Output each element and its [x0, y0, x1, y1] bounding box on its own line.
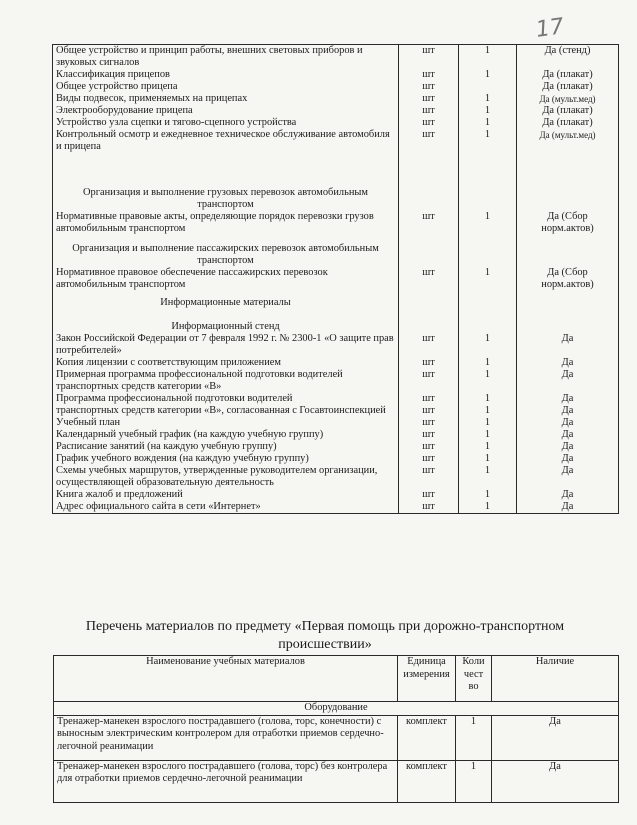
header-row	[54, 656, 619, 702]
row-qty: 1	[459, 429, 517, 441]
row-avail: Да (плакат)	[517, 117, 619, 129]
row-name: Тренажер-манекен взрослого пострадавшего (голова, торс, конечности) с выносным электрическим контролером для отработки приемов сердечно-легочной реанимации	[54, 715, 398, 760]
row-name: Нормативное правовое обеспечение пассажирских перевозок автомобильным транспортом	[53, 267, 399, 295]
row-unit: шт	[399, 405, 459, 417]
row-name: Календарный учебный график (на каждую учебную группу)	[53, 429, 399, 441]
row-qty: 1	[459, 501, 517, 514]
row-avail: Да	[517, 333, 619, 357]
heading-row	[53, 185, 619, 211]
table-row	[53, 405, 619, 417]
row-qty: 1	[456, 760, 492, 802]
info-heading: Информационные материалы	[53, 295, 399, 319]
empty-cell	[399, 241, 459, 267]
row-avail: Да	[517, 405, 619, 417]
row-name: Копия лицензии с соответствующим приложением	[53, 357, 399, 369]
table-row	[53, 117, 619, 129]
row-avail: Да (Сбор норм.актов)	[517, 211, 619, 241]
empty-cell	[459, 319, 517, 333]
empty-cell	[459, 295, 517, 319]
table-row	[53, 369, 619, 393]
table-row	[53, 267, 619, 295]
row-avail: Да	[517, 453, 619, 465]
row-unit: шт	[399, 429, 459, 441]
row-name: Контрольный осмотр и ежедневное техническое обслуживание автомобиля и прицепа	[53, 129, 399, 153]
cargo-heading: Организация и выполнение грузовых перевозок автомобильным транспортом	[53, 185, 399, 211]
row-unit: комплект	[398, 715, 456, 760]
row-name: Тренажер-манекен взрослого пострадавшего (голова, торс) без контролера для отработки приемов сердечно-легочной реанимации	[54, 760, 398, 802]
table-row	[53, 453, 619, 465]
row-name: Нормативные правовые акты, определяющие порядок перевозки грузов автомобильным транспортом	[53, 211, 399, 241]
table-row	[54, 715, 619, 760]
row-qty: 1	[459, 369, 517, 393]
row-avail: Да	[492, 715, 619, 760]
table-row	[53, 465, 619, 489]
row-avail: Да (Сбор норм.актов)	[517, 267, 619, 295]
row-unit: шт	[399, 211, 459, 241]
row-unit: шт	[399, 45, 459, 70]
row-name: Общее устройство и принцип работы, внешних световых приборов и звуковых сигналов	[53, 45, 399, 70]
empty-cell	[53, 153, 399, 185]
empty-cell	[399, 319, 459, 333]
row-name: Виды подвесок, применяемых на прицепах	[53, 93, 399, 105]
heading-row	[53, 295, 619, 319]
row-qty: 1	[459, 105, 517, 117]
row-avail: Да (мульт.мед)	[517, 129, 619, 153]
row-unit: шт	[399, 369, 459, 393]
row-avail: Да	[517, 501, 619, 514]
row-name: Классификация прицепов	[53, 69, 399, 81]
row-unit: шт	[399, 393, 459, 405]
table-row	[53, 501, 619, 514]
row-unit: шт	[399, 93, 459, 105]
empty-cell	[399, 153, 459, 185]
empty-cell	[517, 185, 619, 211]
passenger-heading: Организация и выполнение пассажирских перевозок автомобильным транспортом	[53, 241, 399, 267]
table-row	[53, 441, 619, 453]
row-unit: шт	[399, 501, 459, 514]
page-number: 17	[534, 14, 566, 43]
empty-cell	[399, 295, 459, 319]
row-name: Закон Российской Федерации от 7 февраля 1992 г. № 2300-1 «О защите прав потребителей»	[53, 333, 399, 357]
row-unit: шт	[399, 105, 459, 117]
table-row	[53, 417, 619, 429]
header-unit: Единица измерения	[398, 656, 456, 702]
row-qty: 1	[459, 333, 517, 357]
row-unit: шт	[399, 129, 459, 153]
empty-cell	[459, 241, 517, 267]
row-avail: Да	[517, 489, 619, 501]
table-row	[53, 429, 619, 441]
row-avail: Да (стенд)	[517, 45, 619, 70]
row-name: Адрес официального сайта в сети «Интернет»	[53, 501, 399, 514]
row-name: Устройство узла сцепки и тягово-сцепного устройства	[53, 117, 399, 129]
row-name: График учебного вождения (на каждую учебную группу)	[53, 453, 399, 465]
empty-cell	[399, 185, 459, 211]
table-row	[53, 93, 619, 105]
row-qty: 1	[459, 453, 517, 465]
row-qty: 1	[459, 405, 517, 417]
row-avail: Да (плакат)	[517, 105, 619, 117]
row-avail: Да	[517, 417, 619, 429]
header-qty: Коли чест во	[456, 656, 492, 702]
row-name: Учебный план	[53, 417, 399, 429]
row-qty: 1	[459, 93, 517, 105]
empty-cell	[517, 241, 619, 267]
equipment-table	[52, 44, 619, 514]
row-qty: 1	[459, 267, 517, 295]
row-name: Электрооборудование прицепа	[53, 105, 399, 117]
row-avail: Да	[517, 357, 619, 369]
table-row	[53, 211, 619, 241]
row-avail: Да	[517, 393, 619, 405]
row-unit: шт	[399, 441, 459, 453]
row-avail: Да	[517, 465, 619, 489]
row-qty: 1	[459, 357, 517, 369]
first-aid-table	[53, 655, 619, 803]
row-qty	[459, 81, 517, 93]
row-unit: шт	[399, 489, 459, 501]
subheading: Оборудование	[54, 702, 619, 716]
row-avail: Да	[492, 760, 619, 802]
row-qty: 1	[459, 489, 517, 501]
row-name: Примерная программа профессиональной подготовки водителей транспортных средств категории «В»	[53, 369, 399, 393]
row-avail: Да (плакат)	[517, 81, 619, 93]
row-avail: Да (плакат)	[517, 69, 619, 81]
row-qty: 1	[459, 441, 517, 453]
row-unit: шт	[399, 117, 459, 129]
row-unit: шт	[399, 69, 459, 81]
row-avail: Да	[517, 429, 619, 441]
stand-heading: Информационный стенд	[53, 319, 399, 333]
row-avail: Да	[517, 369, 619, 393]
table-row	[53, 45, 619, 70]
subheading-row	[54, 702, 619, 716]
row-avail: Да	[517, 441, 619, 453]
table-row	[53, 69, 619, 81]
table-row	[53, 81, 619, 93]
row-name: Схемы учебных маршрутов, утвержденные руководителем организации, осуществляющей образовательную деятельность	[53, 465, 399, 489]
table-row	[53, 105, 619, 117]
row-name: Книга жалоб и предложений	[53, 489, 399, 501]
empty-cell	[517, 153, 619, 185]
section-title: Перечень материалов по предмету «Первая помощь при дорожно-транспортном происшествии»	[85, 619, 565, 652]
empty-cell	[517, 295, 619, 319]
row-unit: шт	[399, 453, 459, 465]
table-row	[53, 393, 619, 405]
row-qty: 1	[459, 393, 517, 405]
table-row	[53, 357, 619, 369]
row-unit: шт	[399, 417, 459, 429]
row-unit: шт	[399, 333, 459, 357]
row-unit: шт	[399, 465, 459, 489]
table-row	[53, 129, 619, 153]
spacer-row	[53, 153, 619, 185]
table-row	[53, 489, 619, 501]
row-qty: 1	[459, 45, 517, 70]
heading-row	[53, 319, 619, 333]
table-row	[54, 760, 619, 802]
row-unit: шт	[399, 81, 459, 93]
empty-cell	[459, 185, 517, 211]
row-name: Общее устройство прицепа	[53, 81, 399, 93]
row-name: Расписание занятий (на каждую учебную группу)	[53, 441, 399, 453]
heading-row	[53, 241, 619, 267]
row-qty: 1	[459, 465, 517, 489]
row-qty: 1	[459, 117, 517, 129]
empty-cell	[517, 319, 619, 333]
row-qty: 1	[459, 69, 517, 81]
row-qty: 1	[459, 129, 517, 153]
row-qty: 1	[456, 715, 492, 760]
row-qty: 1	[459, 211, 517, 241]
row-unit: комплект	[398, 760, 456, 802]
row-qty: 1	[459, 417, 517, 429]
row-unit: шт	[399, 267, 459, 295]
header-name: Наименование учебных материалов	[54, 656, 398, 702]
table-row	[53, 333, 619, 357]
row-name: транспортных средств категории «В», согласованная с Госавтоинспекцией	[53, 405, 399, 417]
empty-cell	[459, 153, 517, 185]
row-avail: Да (мульт.мед)	[517, 93, 619, 105]
header-avail: Наличие	[492, 656, 619, 702]
row-name: Программа профессиональной подготовки водителей	[53, 393, 399, 405]
row-unit: шт	[399, 357, 459, 369]
